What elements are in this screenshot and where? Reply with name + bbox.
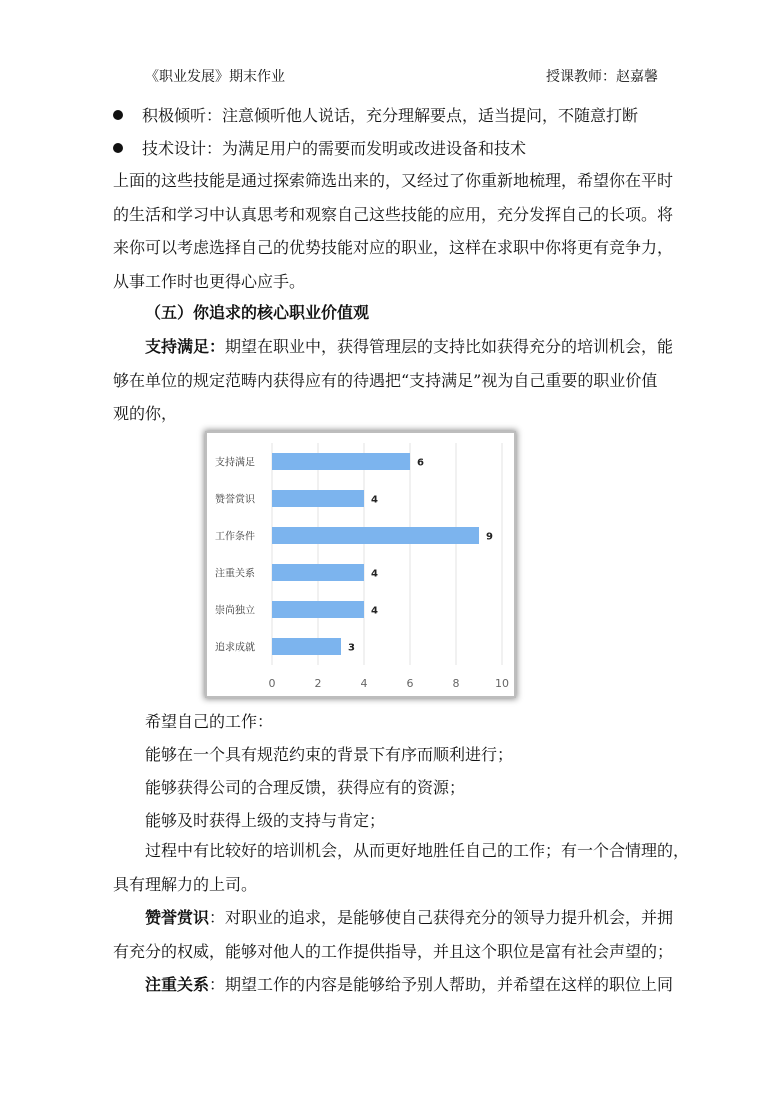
- bullet-item: [113, 136, 526, 159]
- chart-data-label: 9: [486, 531, 493, 543]
- chart-data-label: 3: [348, 642, 355, 654]
- section-title: （五）你追求的核心职业价值观: [145, 303, 370, 322]
- chart-x-tick-label: 10: [495, 677, 509, 690]
- chart-x-tick-label: 6: [406, 677, 414, 690]
- paragraph-line: [113, 901, 674, 935]
- chart-bar: [272, 638, 341, 655]
- page-header-teacher: 授课教师：赵嘉馨: [546, 69, 658, 85]
- hope-item: 能够及时获得上级的支持与肯定；: [145, 811, 386, 830]
- paragraph-line: 有充分的权威，能够对他人的工作提供指导，并且这个职位是富有社会声望的；: [113, 941, 674, 961]
- bullet-dot-icon: [113, 110, 123, 120]
- values-bar-chart: [207, 433, 514, 696]
- paragraph-line: 够在单位的规定范畴内获得应有的待遇把“支持满足”视为自己重要的职业价值: [113, 370, 658, 390]
- hope-title: 希望自己的工作：: [145, 712, 274, 731]
- chart-x-tick-label: 4: [360, 677, 368, 690]
- bullet-item: [113, 103, 638, 126]
- chart-category-label: 追求成就: [215, 642, 255, 654]
- hope-item: 能够获得公司的合理反馈，获得应有的资源；: [145, 778, 466, 797]
- chart-data-label: 6: [417, 457, 424, 469]
- paragraph-line: 过程中有比较好的培训机会，从而更好地胜任自己的工作；有一个合情理的，: [145, 841, 690, 860]
- bullet-dot-icon: [113, 143, 123, 153]
- chart-bar: [272, 601, 364, 618]
- intro-paragraph: [113, 164, 674, 298]
- chart-category-label: 赞誉赏识: [215, 494, 255, 506]
- chart-x-tick-label: 0: [268, 677, 276, 690]
- paragraph-line: 的生活和学习中认真思考和观察自己这些技能的应用，充分发挥自己的长项。将: [113, 204, 674, 224]
- chart-category-label: 崇尚独立: [215, 605, 255, 617]
- chart-category-label: 工作条件: [215, 531, 255, 543]
- chart-bar: [272, 490, 364, 507]
- chart-x-tick-label: 8: [452, 677, 460, 690]
- paragraph-line: 具有理解力的上司。: [113, 874, 258, 894]
- page-header-title: 《职业发展》期末作业: [145, 69, 285, 85]
- praise-text: ：对职业的追求，是能够使自己获得充分的领导力提升机会，并拥: [209, 908, 674, 927]
- support-text: 期望在职业中，获得管理层的支持比如获得充分的培训机会，能: [225, 337, 674, 356]
- chart-bar: [272, 527, 479, 544]
- chart-data-label: 4: [371, 568, 378, 580]
- bullet-text: 积极倾听：注意倾听他人说话，充分理解要点，适当提问，不随意打断: [142, 106, 639, 125]
- chart-category-label: 注重关系: [215, 568, 255, 580]
- chart-canvas: [207, 433, 514, 696]
- praise-paragraph: [113, 901, 674, 968]
- paragraph-line: 观的你，: [113, 404, 178, 423]
- paragraph-line: 上面的这些技能是通过探索筛选出来的，又经过了你重新地梳理，希望你在平时: [113, 171, 674, 190]
- relation-label: 注重关系: [145, 975, 210, 994]
- chart-category-label: 支持满足: [215, 457, 255, 469]
- chart-bar: [272, 453, 410, 470]
- support-paragraph: [113, 330, 674, 431]
- relation-text: ：期望工作的内容是能够给予别人帮助，并希望在这样的职位上同: [209, 975, 674, 994]
- paragraph-line: 来你可以考虑选择自己的优势技能对应的职业，这样在求职中你将更有竞争力，: [113, 238, 674, 257]
- chart-bar: [272, 564, 364, 581]
- chart-data-label: 4: [371, 494, 378, 506]
- relation-paragraph: [113, 968, 674, 1002]
- paragraph-line: [113, 968, 674, 1002]
- training-paragraph: [113, 834, 690, 901]
- paragraph-line: 从事工作时也更得心应手。: [113, 271, 306, 291]
- praise-label: 赞誉赏识: [145, 908, 210, 927]
- support-label: 支持满足：: [145, 337, 226, 356]
- paragraph-line: [113, 330, 674, 364]
- hope-item: 能够在一个具有规范约束的背景下有序而顺利进行；: [145, 745, 514, 764]
- chart-x-tick-label: 2: [314, 677, 322, 690]
- chart-data-label: 4: [371, 605, 378, 617]
- bullet-text: 技术设计：为满足用户的需要而发明或改进设备和技术: [142, 139, 527, 158]
